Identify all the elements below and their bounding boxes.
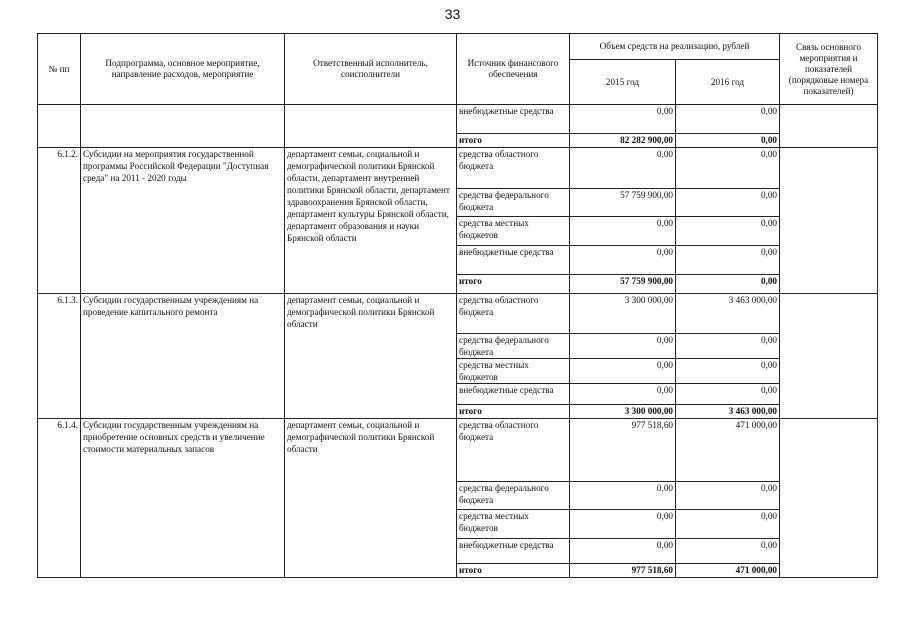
header-link: Связь основного мероприятия и показателей (порядковые номера показателей) (780, 34, 878, 105)
item-title: Субсидии на мероприятия государственной программы Российской Федерации "Доступная среда" на 2011 - 2020 годы (81, 148, 285, 294)
value-2016-cell: 3 463 000,00 (676, 405, 780, 419)
table-row (38, 294, 878, 334)
value-2015-cell: 0,00 (570, 246, 676, 275)
link-cell (780, 294, 878, 419)
source-cell: средства федерального бюджета (457, 334, 570, 359)
value-2016-cell: 0,00 (676, 189, 780, 217)
value-2015-cell: 977 518,60 (570, 564, 676, 578)
value-2016-cell: 0,00 (676, 148, 780, 189)
value-2016-cell: 0,00 (676, 275, 780, 294)
table-header (38, 34, 878, 105)
value-2015-cell: 3 300 000,00 (570, 294, 676, 334)
source-cell: итого (457, 275, 570, 294)
link-cell (780, 105, 878, 148)
source-cell: средства областного бюджета (457, 148, 570, 189)
item-number: 6.1.3. (38, 294, 81, 419)
header-subprogram: Подпрограмма, основное мероприятие, направление расходов, мероприятие (81, 34, 285, 105)
source-cell: внебюджетные средства (457, 246, 570, 275)
table-row (38, 419, 878, 482)
source-cell: средства федерального бюджета (457, 482, 570, 510)
value-2015-cell: 0,00 (570, 359, 676, 384)
item-title: Субсидии государственным учреждениям на проведение капитального ремонта (81, 294, 285, 419)
value-2016-cell: 0,00 (676, 539, 780, 564)
value-2015-cell: 0,00 (570, 510, 676, 539)
value-2016-cell: 0,00 (676, 105, 780, 134)
source-cell: внебюджетные средства (457, 105, 570, 134)
item-number: 6.1.4. (38, 419, 81, 578)
value-2016-cell: 471 000,00 (676, 419, 780, 482)
value-2015-cell: 0,00 (570, 482, 676, 510)
link-cell (780, 419, 878, 578)
item-title: Субсидии государственным учреждениям на приобретение основных средств и увеличение стоимости материальных запасов (81, 419, 285, 578)
header-source: Источник финансового обеспечения (457, 34, 570, 105)
item-executor: департамент семьи, социальной и демографической политики Брянской области, департамент внутренней политики Брянской области, департамент здравоохранения Брянской области, департамент культуры Брянской области, департамент образования и науки Брянской области (285, 148, 457, 294)
header-funding: Объем средств на реализацию, рублей (570, 34, 780, 60)
value-2015-cell: 0,00 (570, 105, 676, 134)
value-2015-cell: 0,00 (570, 539, 676, 564)
header-year-2015: 2015 год (570, 60, 676, 105)
value-2016-cell: 0,00 (676, 384, 780, 405)
value-2016-cell: 471 000,00 (676, 564, 780, 578)
source-cell: средства областного бюджета (457, 419, 570, 482)
budget-table (37, 33, 878, 578)
source-cell: внебюджетные средства (457, 384, 570, 405)
source-cell: итого (457, 405, 570, 419)
value-2016-cell: 0,00 (676, 482, 780, 510)
value-2015-cell: 82 282 900,00 (570, 134, 676, 148)
value-2016-cell: 0,00 (676, 217, 780, 246)
source-cell: средства местных бюджетов (457, 217, 570, 246)
value-2015-cell: 57 759 900,00 (570, 275, 676, 294)
item-executor: департамент семьи, социальной и демографической политики Брянской области (285, 419, 457, 578)
header-num: № пп (38, 34, 81, 105)
item-executor: департамент семьи, социальной и демографической политики Брянской области (285, 294, 457, 419)
source-cell: средства областного бюджета (457, 294, 570, 334)
value-2016-cell: 0,00 (676, 510, 780, 539)
table-row (38, 105, 878, 134)
source-cell: средства местных бюджетов (457, 359, 570, 384)
source-cell: внебюджетные средства (457, 539, 570, 564)
source-cell: итого (457, 564, 570, 578)
source-cell: средства местных бюджетов (457, 510, 570, 539)
table-row (38, 148, 878, 189)
item-number: 6.1.2. (38, 148, 81, 294)
page-number: 33 (444, 6, 461, 22)
value-2015-cell: 0,00 (570, 334, 676, 359)
value-2016-cell: 0,00 (676, 246, 780, 275)
value-2015-cell: 0,00 (570, 384, 676, 405)
header-year-2016: 2016 год (676, 60, 780, 105)
cont-num-cell (38, 105, 81, 148)
value-2016-cell: 0,00 (676, 134, 780, 148)
link-cell (780, 148, 878, 294)
header-executor: Ответственный исполнитель, соисполнители (285, 34, 457, 105)
value-2016-cell: 0,00 (676, 334, 780, 359)
value-2016-cell: 0,00 (676, 359, 780, 384)
value-2015-cell: 977 518,60 (570, 419, 676, 482)
value-2015-cell: 3 300 000,00 (570, 405, 676, 419)
cont-title-cell (81, 105, 285, 148)
value-2015-cell: 0,00 (570, 217, 676, 246)
value-2015-cell: 57 759 900,00 (570, 189, 676, 217)
cont-executor-cell (285, 105, 457, 148)
table-body (38, 105, 878, 578)
value-2016-cell: 3 463 000,00 (676, 294, 780, 334)
source-cell: итого (457, 134, 570, 148)
value-2015-cell: 0,00 (570, 148, 676, 189)
source-cell: средства федерального бюджета (457, 189, 570, 217)
